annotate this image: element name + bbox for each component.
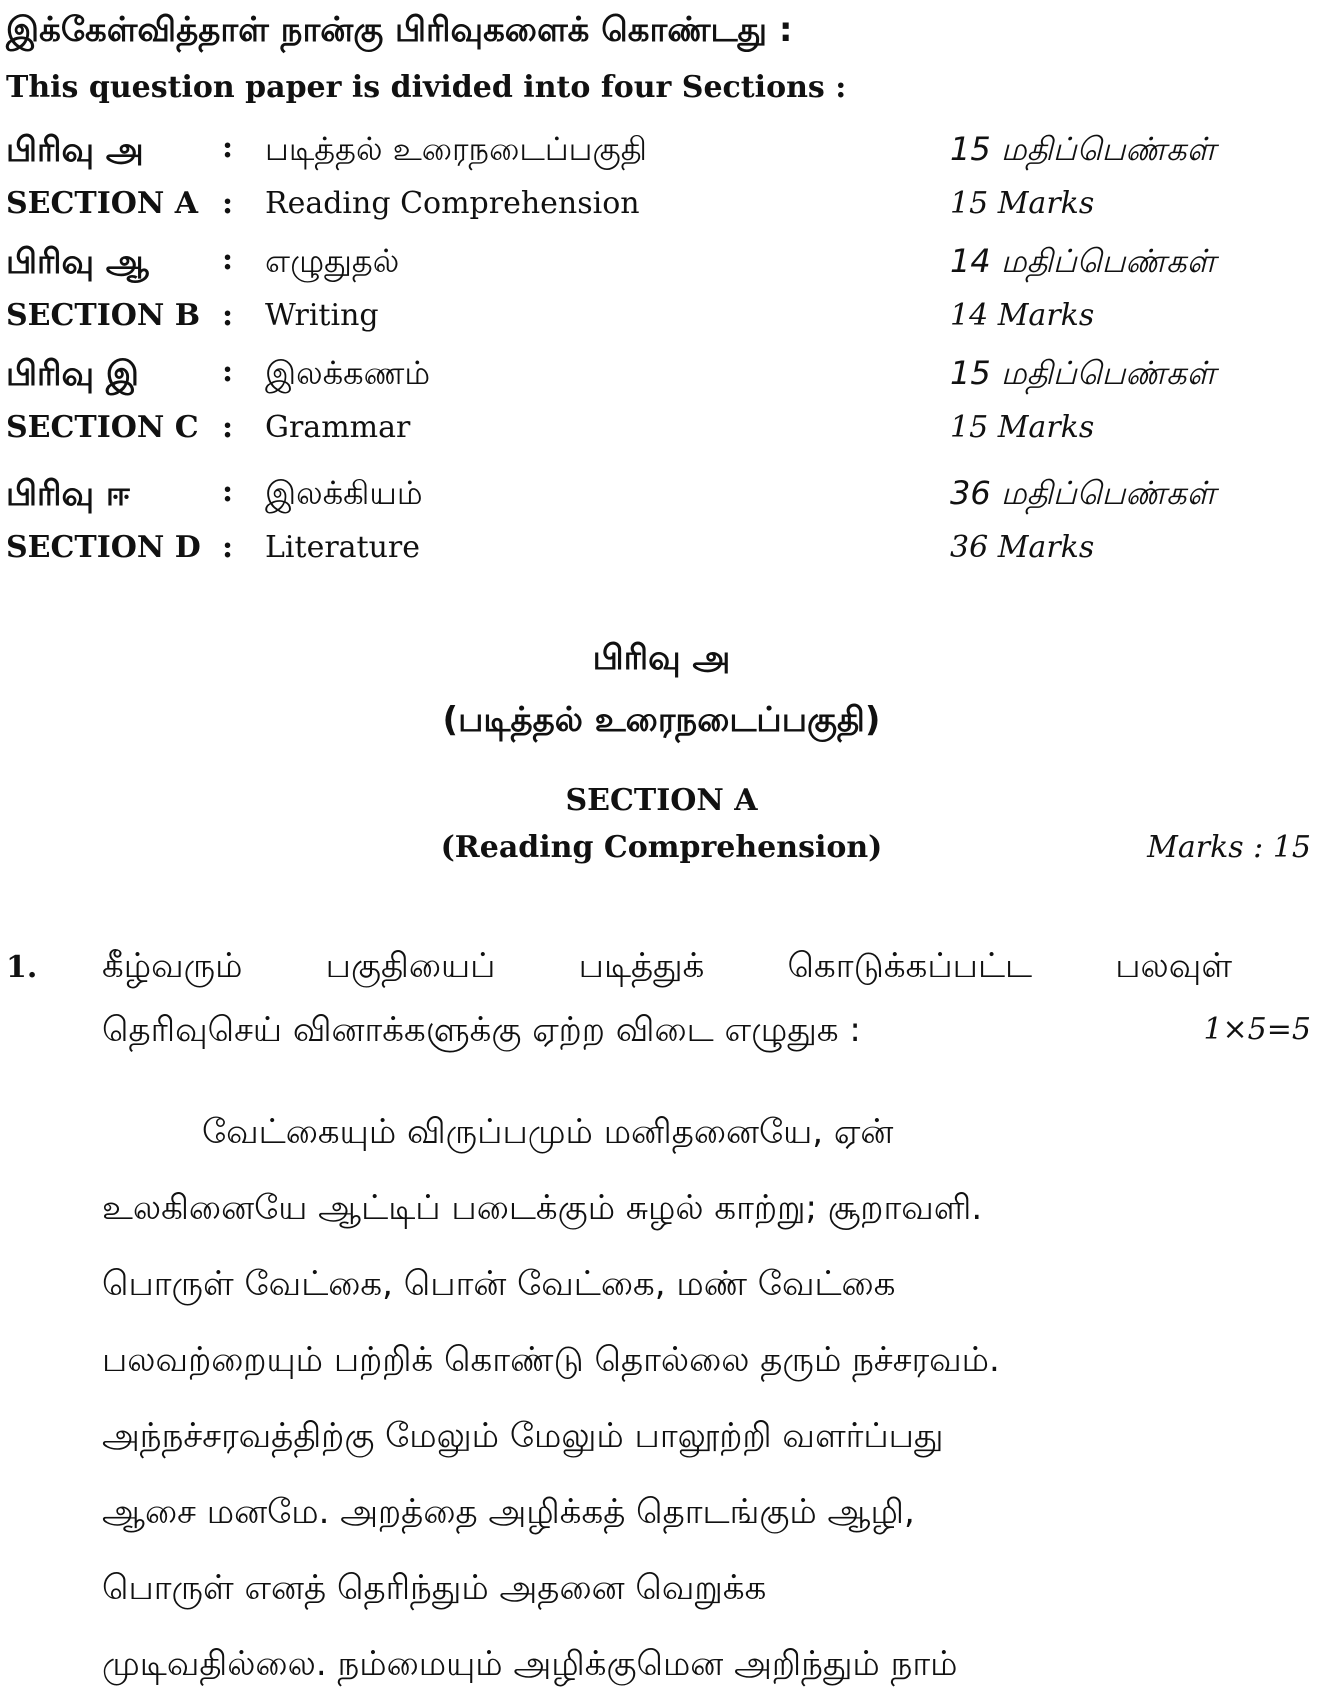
intro-english-text: This question paper is divided into four Sections : [6, 70, 847, 105]
section-a-tamil-subheading: (படித்தல் உரைநடைப்பகுதி) [442, 700, 881, 740]
section-c-tamil-name: பிரிவு இ [6, 354, 139, 394]
section-a-tamil-name: பிரிவு அ [6, 130, 144, 170]
question-instruction-line-2: தெரிவுசெய் வினாக்களுக்கு ஏற்ற விடை எழுதுக : [102, 1010, 861, 1050]
question-marks: 1×5=5 [1203, 1012, 1311, 1047]
section-a-marks: Marks : 15 [1147, 830, 1311, 865]
section-c-tamil-row [0, 354, 1323, 404]
section-a-english-name: SECTION A [6, 186, 199, 221]
section-a-tamil-heading: பிரிவு அ [592, 638, 731, 678]
section-b-tamil-title: எழுதுதல் [265, 242, 400, 280]
colon: : [222, 298, 234, 333]
section-d-english-row [0, 530, 1323, 580]
passage-line: பொருள் வேட்கை, பொன் வேட்கை, மண் வேட்கை [102, 1264, 896, 1304]
section-b-tamil-name: பிரிவு ஆ [6, 242, 149, 282]
section-d-english-marks: 36 Marks [950, 530, 1095, 565]
section-a-tamil-row [0, 130, 1323, 180]
passage-line: அந்நச்சரவத்திற்கு மேலும் மேலும் பாலூற்றி வளர்ப்பது [102, 1416, 944, 1456]
colon: : [222, 186, 234, 221]
section-a-english-row [0, 186, 1323, 236]
intro-tamil-text: இக்கேள்வித்தாள் நான்கு பிரிவுகளைக் கொண்டது : [6, 10, 793, 50]
section-a-tamil-title: படித்தல் உரைநடைப்பகுதி [265, 130, 647, 168]
section-c-english-marks: 15 Marks [950, 410, 1095, 445]
colon: : [222, 242, 234, 277]
section-c-tamil-marks: 15 மதிப்பெண்கள் [950, 354, 1216, 392]
question-number: 1. [6, 950, 38, 985]
passage-line: உலகினையே ஆட்டிப் படைக்கும் சுழல் காற்று; சூறாவளி. [102, 1188, 983, 1228]
colon: : [222, 130, 234, 165]
section-c-english-title: Grammar [265, 410, 411, 445]
section-a-english-title: Reading Comprehension [265, 186, 640, 221]
section-a-tamil-marks: 15 மதிப்பெண்கள் [950, 130, 1216, 168]
section-a-english-marks: 15 Marks [950, 186, 1095, 221]
question-instruction-line-1: கீழ்வரும் பகுதியைப் படித்துக் கொடுக்கப்பட்ட பலவுள் [102, 946, 1232, 986]
section-b-english-title: Writing [265, 298, 379, 333]
colon: : [222, 530, 234, 565]
colon: : [222, 354, 234, 389]
section-b-tamil-row [0, 242, 1323, 292]
section-d-tamil-row [0, 474, 1323, 524]
section-c-english-row [0, 410, 1323, 460]
passage-line: பலவற்றையும் பற்றிக் கொண்டு தொல்லை தரும் நச்சரவம். [102, 1340, 1000, 1380]
passage-line: பொருள் எனத் தெரிந்தும் அதனை வெறுக்க [102, 1568, 767, 1608]
colon: : [222, 410, 234, 445]
passage-line: ஆசை மனமே. அறத்தை அழிக்கத் தொடங்கும் ஆழி, [102, 1492, 915, 1532]
section-b-tamil-marks: 14 மதிப்பெண்கள் [950, 242, 1216, 280]
section-a-english-subheading: (Reading Comprehension) [440, 830, 883, 865]
section-b-english-row [0, 298, 1323, 348]
passage-line: வேட்கையும் விருப்பமும் மனிதனையே, ஏன் [202, 1112, 894, 1152]
section-d-english-title: Literature [265, 530, 421, 565]
colon: : [222, 474, 234, 509]
section-d-tamil-name: பிரிவு ஈ [6, 474, 130, 514]
section-d-tamil-marks: 36 மதிப்பெண்கள் [950, 474, 1216, 512]
section-b-english-marks: 14 Marks [950, 298, 1095, 333]
section-c-tamil-title: இலக்கணம் [265, 354, 431, 392]
section-a-english-heading: SECTION A [565, 783, 758, 818]
passage-line: முடிவதில்லை. நம்மையும் அழிக்குமென அறிந்தும் நாம் [102, 1644, 958, 1684]
section-d-tamil-title: இலக்கியம் [265, 474, 423, 512]
section-b-english-name: SECTION B [6, 298, 201, 333]
section-d-english-name: SECTION D [6, 530, 201, 565]
section-c-english-name: SECTION C [6, 410, 199, 445]
